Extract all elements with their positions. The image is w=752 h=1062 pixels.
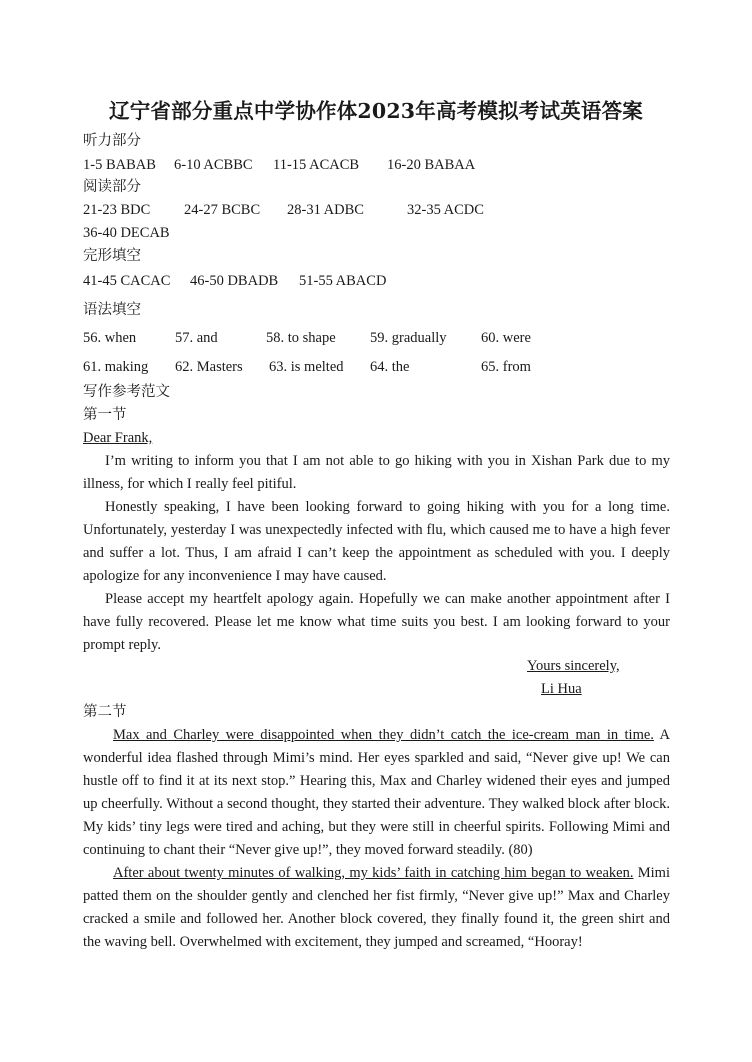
section-one-heading: 第一节 xyxy=(83,407,127,423)
reading-heading: 阅读部分 xyxy=(83,179,141,195)
grammar-answer: 58. to shape xyxy=(266,330,336,346)
reading-answer: 32-35 ACDC xyxy=(407,202,484,218)
grammar-answer: 59. gradually xyxy=(370,330,447,346)
letter-closing: Yours sincerely, xyxy=(527,658,620,674)
story-paragraph-text: A wonderful idea flashed through Mimi’s mind. Her eyes sparkled and said, “Never give up! We can hustle off to find it at its next stop.” Hearing this, Max and Charley widened their eyes and jumped up cheerfully. Without a second thought, they started their adventure. They walked block after block. My kids’ tiny legs were tired and aching, but they were still in cheerful spirits. Following Mimi and continuing to chant their “Never give up!”, they moved forward steadily. (80) xyxy=(83,727,671,858)
grammar-answer: 61. making xyxy=(83,359,149,375)
letter-paragraph: Honestly speaking, I have been looking forward to going hiking with you for a long time. Unfortunately, yesterday I was unexpectedly infected with flu, which caused me to have a high fever and suffer a lot. Thus, I am afraid I can’t keep the appointment as scheduled with you. I deeply apologize for any inconvenience I may have caused. xyxy=(83,499,670,584)
story-paragraph xyxy=(83,862,670,954)
writing-heading: 写作参考范文 xyxy=(83,384,170,400)
reading-answer: 28-31 ADBC xyxy=(287,202,364,218)
listening-answer: 16-20 BABAA xyxy=(387,157,476,173)
section-two-heading: 第二节 xyxy=(83,704,127,720)
cloze-heading: 完形填空 xyxy=(83,248,141,264)
grammar-heading: 语法填空 xyxy=(83,302,141,318)
letter-greeting: Dear Frank, xyxy=(83,430,153,446)
story-opening-sentence: Max and Charley were disappointed when they didn’t catch the ice-cream man in time. xyxy=(113,727,654,743)
grammar-answer: 60. were xyxy=(481,330,531,346)
reading-answers-2: 36-40 DECAB xyxy=(83,225,170,241)
cloze-answer: 41-45 CACAC xyxy=(83,273,171,289)
story-body xyxy=(83,724,670,954)
story-opening-sentence: After about twenty minutes of walking, my kids’ faith in catching him began to weaken. xyxy=(113,865,634,881)
story-paragraph xyxy=(83,724,670,862)
reading-answer: 24-27 BCBC xyxy=(184,202,261,218)
grammar-answer: 57. and xyxy=(175,330,218,346)
listening-heading: 听力部分 xyxy=(83,133,141,149)
story-paragraph-text: Mimi patted them on the shoulder gently and clenched her fist firmly, “Never give up!” Max and Charley cracked a smile and followed her. Another block covered, they finally found it, the green shirt and the waving bell. Overwhelmed with excitement, they jumped and screamed, “Hooray! xyxy=(83,865,670,950)
cloze-answer: 51-55 ABACD xyxy=(299,273,387,289)
letter-body xyxy=(83,450,670,657)
grammar-answer: 64. the xyxy=(370,359,410,375)
listening-answer: 11-15 ACACB xyxy=(273,157,360,173)
letter-paragraph: I’m writing to inform you that I am not able to go hiking with you in Xishan Park due to my illness, for which I really feel pitiful. xyxy=(83,453,670,492)
page-title: 辽宁省部分重点中学协作体2023年高考模拟考试英语答案 xyxy=(109,99,643,123)
letter-paragraph: Please accept my heartfelt apology again. Hopefully we can make another appointment after I have fully recovered. Please let me know what time suits you best. I am looking forward to your prompt reply. xyxy=(83,591,670,653)
listening-answer: 6-10 ACBBC xyxy=(174,157,253,173)
letter-signature: Li Hua xyxy=(541,681,582,697)
cloze-answer: 46-50 DBADB xyxy=(190,273,279,289)
grammar-answer: 56. when xyxy=(83,330,137,346)
grammar-answer: 63. is melted xyxy=(269,359,344,375)
grammar-answer: 65. from xyxy=(481,359,531,375)
grammar-answer: 62. Masters xyxy=(175,359,243,375)
reading-answer: 21-23 BDC xyxy=(83,202,151,218)
listening-answer: 1-5 BABAB xyxy=(83,157,156,173)
